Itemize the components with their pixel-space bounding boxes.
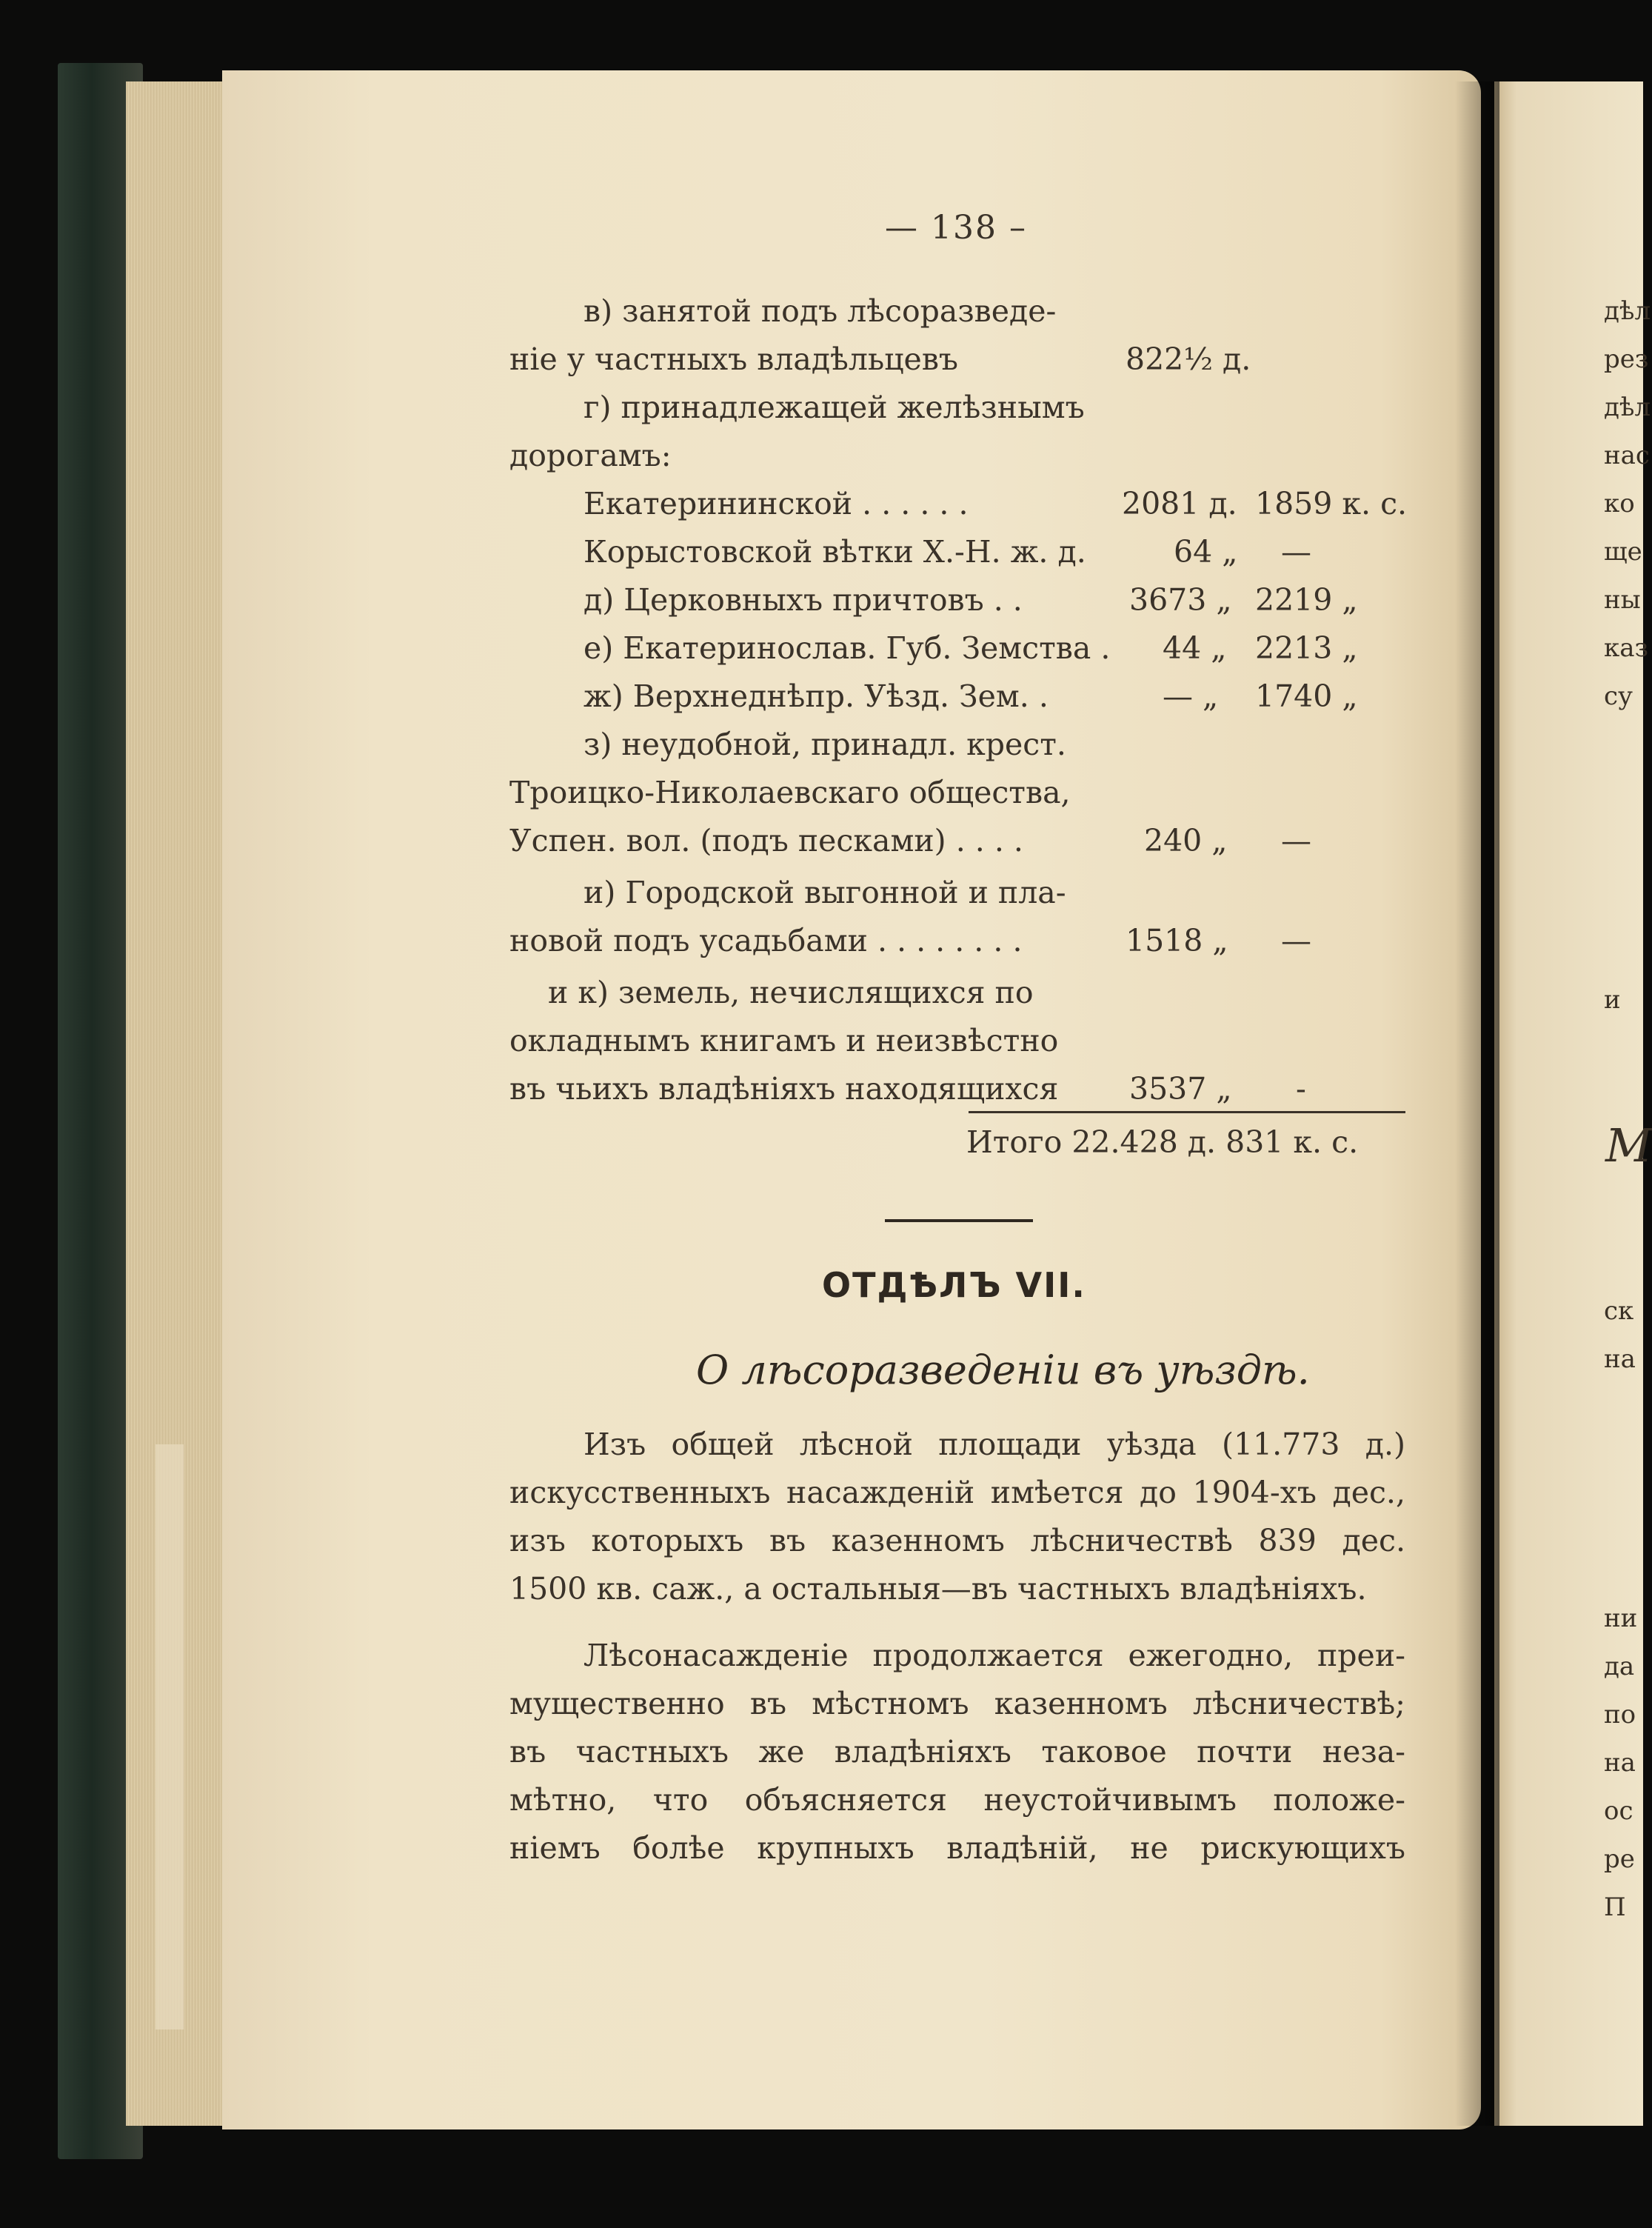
body-line: Лѣсонасажденіе продолжается ежегодно, преи- — [583, 1638, 1405, 1673]
koryst-label: Корыстовской вѣтки Х.-Н. ж. д. — [583, 534, 1086, 570]
body-line: Изъ общей лѣсной площади уѣзда (11.773 д.) — [583, 1427, 1405, 1462]
facing-fragment: по — [1604, 1700, 1636, 1730]
entry-z-line1: з) неудобной, принадл. крест. — [583, 727, 1066, 762]
facing-fragment: да — [1604, 1652, 1635, 1681]
facing-fragment: нас — [1604, 441, 1650, 470]
body-line: мѣтно, что объясняется неустойчивымъ положе- — [509, 1782, 1405, 1818]
entry-i-line1: и) Городской выгонной и пла- — [583, 875, 1066, 910]
entry-e-label: е) Екатеринослав. Губ. Земства . — [583, 630, 1111, 666]
entry-d-sazhens: 2219 „ — [1255, 582, 1358, 618]
facing-fragment: П — [1604, 1892, 1626, 1922]
page-edges — [126, 81, 237, 2126]
facing-fragment: ко — [1604, 489, 1635, 518]
facing-fragment: и — [1604, 985, 1621, 1015]
body-line: въ частныхъ же владѣніяхъ таковое почти неза- — [509, 1734, 1405, 1770]
entry-zh-desyatins: — „ — [1163, 678, 1219, 714]
entry-d-label: д) Церковныхъ причтовъ . . — [583, 582, 1023, 618]
entry-k-sazhens: - — [1296, 1071, 1306, 1107]
gutter-shadow — [1455, 81, 1499, 2126]
entry-k-line1: и к) земель, нечислящихся по — [548, 975, 1034, 1010]
total-rule — [969, 1111, 1405, 1113]
total-line: Итого 22.428 д. 831 к. с. — [966, 1124, 1359, 1160]
entry-g-line1: г) принадлежащей желѣзнымъ — [583, 390, 1085, 425]
body-line: 1500 кв. саж., а остальныя—въ частныхъ владѣніяхъ. — [509, 1571, 1367, 1607]
section-subtitle: О лѣсоразведеніи въ уѣздѣ. — [696, 1347, 1310, 1393]
ekat-sazhens: 1859 к. с. — [1255, 486, 1408, 521]
facing-fragment: ни — [1604, 1604, 1638, 1633]
entry-z-line3: Успен. вол. (подъ песками) . . . . — [509, 823, 1023, 858]
entry-z-desyatins: 240 „ — [1144, 823, 1228, 858]
section-title: ОТДѢЛЪ VII. — [822, 1265, 1086, 1305]
ekat-desyatins: 2081 д. — [1122, 486, 1237, 521]
koryst-desyatins: 64 „ — [1174, 534, 1238, 570]
entry-g-line2: дорогамъ: — [509, 438, 672, 473]
facing-page — [1494, 81, 1652, 2126]
facing-fragment: ны — [1604, 585, 1641, 615]
entry-k-line2: окладнымъ книгамъ и неизвѣстно — [509, 1023, 1059, 1058]
entry-v-line2: ніе у частныхъ владѣльцевъ — [509, 341, 958, 377]
facing-fragment: М — [1605, 1118, 1652, 1173]
facing-fragment: су — [1604, 681, 1633, 711]
entry-z-line2: Троицко-Николаевскаго общества, — [509, 775, 1071, 810]
entry-zh-sazhens: 1740 „ — [1255, 678, 1358, 714]
entry-i-desyatins: 1518 „ — [1126, 923, 1228, 958]
facing-fragment: ре — [1604, 1844, 1635, 1874]
body-line: мущественно въ мѣстномъ казенномъ лѣсничествѣ; — [509, 1686, 1405, 1721]
entry-z-sazhens: — — [1281, 823, 1311, 858]
entry-v-value: 822½ д. — [1126, 341, 1251, 377]
entry-i-line2: новой подъ усадьбами . . . . . . . . — [509, 923, 1023, 958]
entry-zh-label: ж) Верхнеднѣпр. Уѣзд. Зем. . — [583, 678, 1049, 714]
facing-fragment: ос — [1604, 1796, 1633, 1826]
ekat-label: Екатерининской . . . . . . — [583, 486, 969, 521]
entry-v-line1: в) занятой подъ лѣсоразведе- — [583, 293, 1057, 329]
facing-fragment: дѣл — [1604, 296, 1651, 326]
facing-fragment: ск — [1604, 1296, 1634, 1326]
facing-fragment: каз — [1604, 633, 1649, 663]
entry-e-sazhens: 2213 „ — [1255, 630, 1358, 666]
entry-k-line3: въ чьихъ владѣніяхъ находящихся — [509, 1071, 1059, 1107]
koryst-sazhens: — — [1281, 534, 1311, 570]
facing-fragment: рез — [1604, 344, 1649, 374]
body-line: изъ которыхъ въ казенномъ лѣсничествѣ 839 дес. — [509, 1523, 1405, 1558]
entry-i-sazhens: — — [1281, 923, 1311, 958]
section-divider — [885, 1219, 1033, 1222]
body-line: искусственныхъ насажденій имѣется до 1904-хъ дес., — [509, 1475, 1405, 1510]
page-number: — 138 – — [885, 209, 1027, 247]
entry-e-desyatins: 44 „ — [1163, 630, 1227, 666]
facing-fragment: ще — [1604, 537, 1642, 567]
body-line: ніемъ болѣе крупныхъ владѣній, не рискующихъ — [509, 1830, 1405, 1866]
facing-fragment: дѣл — [1604, 393, 1651, 422]
entry-k-desyatins: 3537 „ — [1129, 1071, 1232, 1107]
facing-fragment: на — [1604, 1748, 1636, 1778]
entry-d-desyatins: 3673 „ — [1129, 582, 1232, 618]
facing-fragment: на — [1604, 1344, 1636, 1374]
